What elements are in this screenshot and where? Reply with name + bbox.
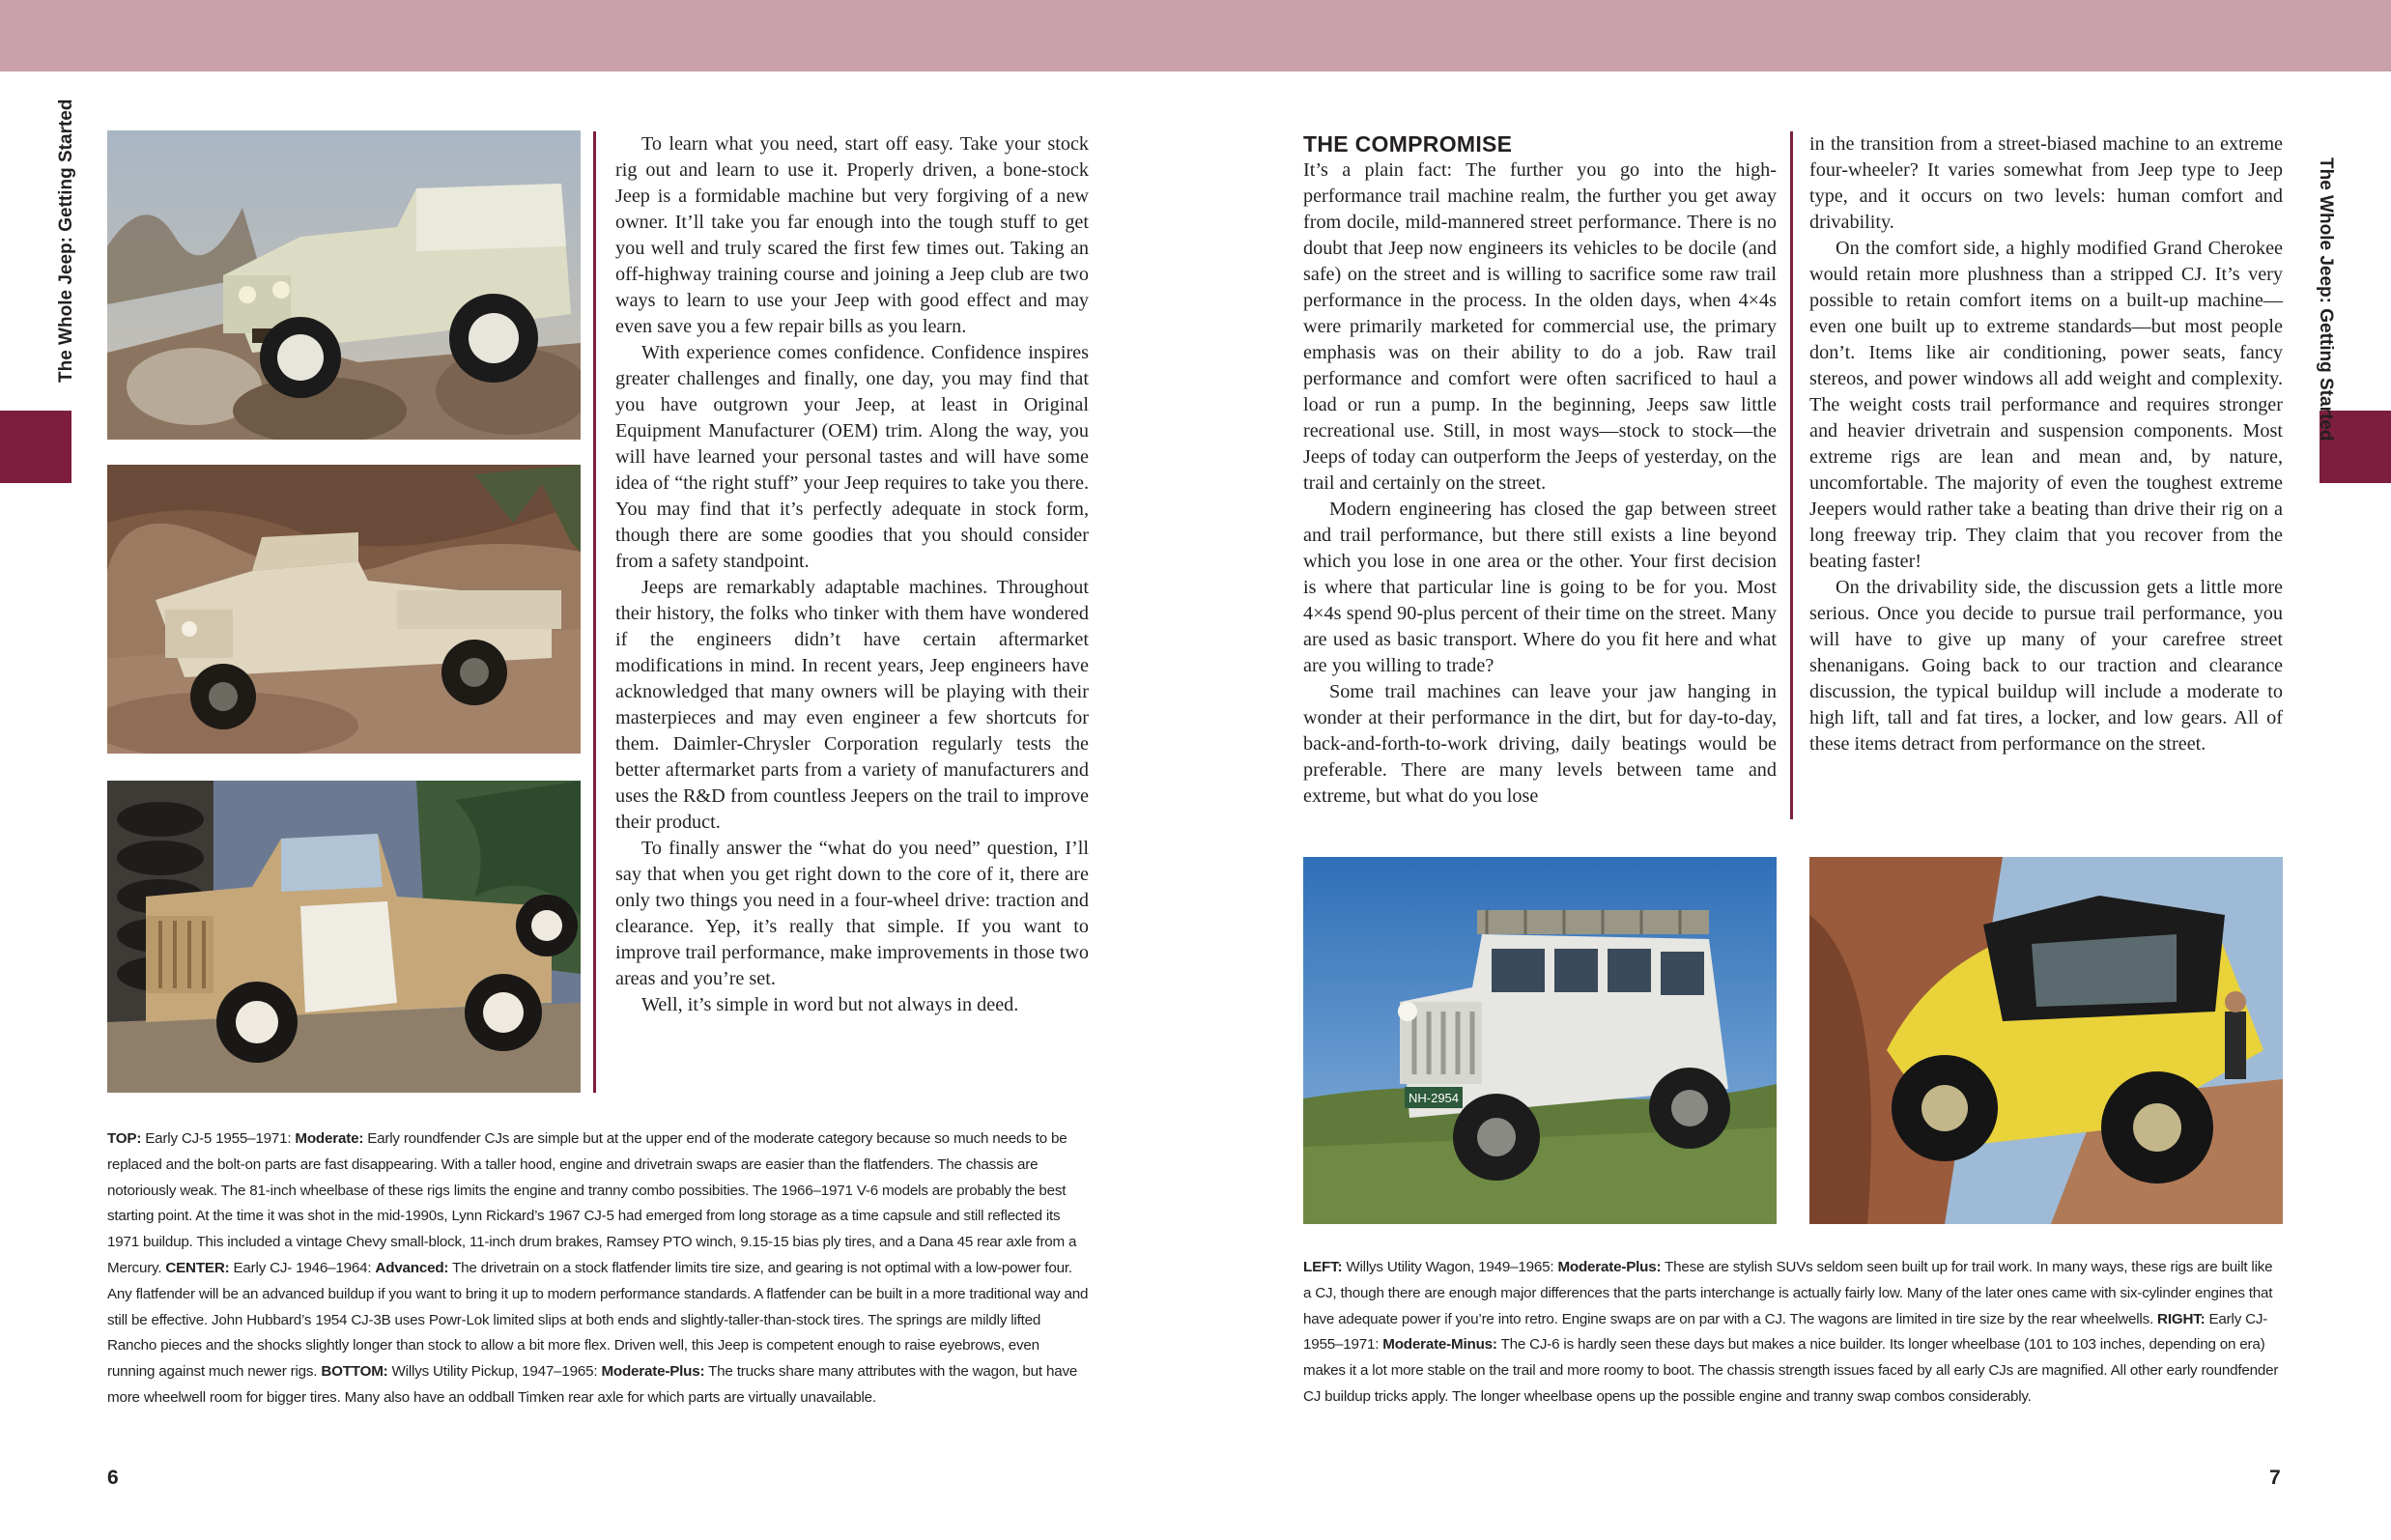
right-col2-paragraph: in the transition from a street-biased machine to an extreme four-wheeler? It varies somewhat from Jeep type to Jeep type, and it occurs on two levels: human comfort and drivability. — [1809, 133, 2283, 233]
photo-left-utility-wagon — [1303, 857, 1777, 1224]
caption-text: The CJ-6 is hardly seen these days but makes a nice builder. Its longer wheelbase (101 to 103 inches, depending on era) makes it a lot more stable on the trail and more roomy to boot. The chassis strength issues faced by all early CJs are magnified. All other early roundfender CJ buildup tricks apply. The longer wheelbase opens up the possible engine and tranny swap combos considerably. — [1303, 1336, 2279, 1405]
caption-label: CENTER: — [165, 1259, 230, 1276]
right-col1-paragraph: It’s a plain fact: The further you go into the high-performance trail machine realm, the further you get away from docile, mild-mannered street performance. There is no doubt that Jeep now engineers its vehicles to be docile (and safe) on the street and is willing to sacrifice some raw trail performance in the process. In the olden days, when 4×4s were primarily marketed for commercial use, the primary emphasis was on their ability to do a job. Raw trail performance and comfort were often sacrificed to haul a load or run a pump. In the beginning, Jeeps saw little recreational use. Still, in most ways—stock to stock—the Jeeps of today can outperform the Jeeps of yesterday, on the trail and certainly on the street. — [1303, 159, 1777, 494]
running-head-left: The Whole Jeep: Getting Started — [56, 99, 76, 383]
page-number-right: 7 — [2269, 1467, 2281, 1489]
right-column-rule — [1790, 131, 1793, 819]
right-page-column-1 — [1303, 131, 1777, 810]
caption-rating: Moderate-Minus: — [1382, 1336, 1497, 1354]
caption-model: Early CJ- 1955–1971: — [1303, 1310, 2268, 1354]
page-number-left: 6 — [107, 1467, 119, 1489]
caption-text: Early roundfender CJs are simple but at the upper end of the moderate category because so much needs to be replaced and the bolt-on parts are fast disappearing. With a taller hood, engine and drivetrain swaps are easier than the flatfenders. The chassis are notoriously weak. The 81-inch wheelbase of these rigs limits the engine and tranny combo possibities. The 1966–1971 V-6 models are probably the best starting point. At the time it was shot in the mid-1990s, Lynn Rickard’s 1967 CJ-5 had emerged from long storage as a time capsule and still reflected its 1971 buildup. This included a vintage Chevy small-block, 11-inch drum brakes, Ramsey PTO winch, 9.15-15 bias ply tires, and a Dana 45 rear axle from a Mercury. — [107, 1130, 1077, 1276]
right-col1-paragraph: Some trail machines can leave your jaw hanging in wonder at their performance in the dirt, but for day-to-day, back-and-forth-to-work driving, daily beatings would be preferable. There are many levels between tame and extreme, but what do you lose — [1303, 681, 1777, 807]
caption-text: The trucks share many attributes with the wagon, but have more wheelwell room for bigger tires. Many also have an oddball Timken rear axle for which parts are virtually unavailable. — [107, 1363, 1078, 1406]
caption-model: Willys Utility Pickup, 1947–1965: — [387, 1363, 602, 1381]
left-thumb-tab — [0, 411, 71, 483]
caption-text: These are stylish SUVs seldom seen built up for trail work. In many ways, these rigs are built like a CJ, though there are enough major differences that the parts interchange is actually fairly low. Many of the later ones came with six-cylinder engines that have adequate power if you’re into retro. Engine swaps are on par with a CJ. The wagons are limited in tire size by the rear wheelwells. — [1303, 1259, 2273, 1327]
right-page-column-2 — [1809, 131, 2283, 757]
left-col-paragraph: To finally answer the “what do you need” question, I’ll say that when you get right down to the core of it, there are only two things you need in a four-wheel drive: traction and clearance. Yep, it’s really that simple. If you want to improve trail performance, make improvements in those two areas and you’re set. — [615, 838, 1089, 989]
section-title: THE COMPROMISE — [1303, 131, 1513, 157]
photo-center-cj3b — [107, 465, 581, 754]
caption-rating: Moderate-Plus: — [1557, 1259, 1662, 1275]
right-col1-paragraph: Modern engineering has closed the gap between street and trail performance, but there still exists a line beyond which you lose in one area or the other. Your first decision is where that particular line is going to be for you. Most 4×4s spend 90-plus percent of their time on the street. Many are used as basic transport. Where do you fit here and what are you willing to trade? — [1303, 499, 1777, 676]
caption-model: Early CJ- 1946–1964: — [229, 1259, 376, 1276]
left-col-paragraph: Well, it’s simple in word but not always in deed. — [641, 994, 1019, 1015]
caption-text: The drivetrain on a stock flatfender limits tire size, and gearing is not optimal with a low-power four. Any flatfender will be an advanced buildup if you want to bring it up to modern performance standards. A flatfender can be built in a more traditional way and still be effective. John Hubbard’s 1954 CJ-3B uses Powr-Lok limited slips at both ends and slightly-taller-than-stock tires. The springs are mildly lifted Rancho pieces and the shocks slightly longer than stock to allow a bit more flex. Driven well, this Jeep is competent enough to raise eyebrows, even running against much newer rigs. — [107, 1259, 1089, 1381]
running-head-right: The Whole Jeep: Getting Started — [2316, 157, 2336, 442]
left-col-paragraph: With experience comes confidence. Confidence inspires greater challenges and finally, one day, you may find that you have outgrown your Jeep, at least in Original Equipment Manufacturer (OEM) trim. Along the way, you will have learned your personal tastes and will have some idea of “the right stuff” your Jeep requires to take you there. You may find that it’s perfectly adequate in stock form, though there are some goodies that you should consider from a safety standpoint. — [615, 342, 1089, 572]
caption-rating: Moderate: — [295, 1130, 364, 1147]
photo-top-cj5 — [107, 130, 581, 440]
left-column-rule — [593, 131, 596, 1093]
caption-label: LEFT: — [1303, 1259, 1343, 1275]
right-col2-paragraph: On the drivability side, the discussion gets a little more serious. Once you decide to pursue trail performance, you will have to give up many of your carefree street shenanigans. Going back to our traction and clearance discussion, the typical buildup will include a moderate to high lift, tall and fat tires, a locker, and low gears. All of these items detract from performance on the street. — [1809, 577, 2283, 755]
caption-rating: Advanced: — [375, 1259, 449, 1276]
top-color-band — [0, 0, 2391, 71]
license-plate: NH-2954 — [1408, 1091, 1460, 1105]
photo-bottom-pickup — [107, 781, 581, 1093]
caption-model: Early CJ-5 1955–1971: — [141, 1130, 296, 1147]
caption-rating: Moderate-Plus: — [601, 1363, 705, 1381]
right-photo-caption — [1303, 1255, 2283, 1411]
caption-label: RIGHT: — [2157, 1310, 2206, 1327]
caption-label: BOTTOM: — [321, 1363, 388, 1381]
left-col-paragraph: Jeeps are remarkably adaptable machines. Throughout their history, the folks who tinker with them have wondered if the engineers didn’t have certain aftermarket modifications in mind. In recent years, Jeep engineers have acknowledged that many owners will be playing with their masterpieces and may even engineer a few shortcuts for them. Daimler-Chrysler Corporation regularly tests the better aftermarket parts from a variety of manufacturers and uses the R&D from countless Jeepers on the trail to improve their product. — [615, 577, 1089, 833]
left-photo-caption — [107, 1126, 1089, 1412]
caption-model: Willys Utility Wagon, 1949–1965: — [1342, 1259, 1558, 1275]
photo-right-cj6 — [1809, 857, 2283, 1224]
caption-label: TOP: — [107, 1130, 142, 1147]
left-col-paragraph: To learn what you need, start off easy. Take your stock rig out and learn to use it. Properly driven, a bone-stock Jeep is a formidable machine but very forgiving of a new owner. It’ll take you far enough into the tough stuff to get you well and truly scared the first few times out. Taking an off-highway training course and joining a Jeep club are two ways to learn to use your Jeep with good effect and may even save you a few repair bills as you learn. — [615, 133, 1089, 337]
right-col2-paragraph: On the comfort side, a highly modified Grand Cherokee would retain more plushness than a stripped CJ. It’s very possible to retain comfort items on a built-up machine—even one built up to extreme standards—but most people don’t. Items like air conditioning, power seats, fancy stereos, and power windows all add weight and complexity. The weight costs trail performance and requires stronger and heavier drivetrain and suspension components. Most extreme rigs are lean and mean and, by nature, uncomfortable. The majority of even the toughest extreme Jeepers would rather take a beating than drive their rig on a long freeway trip. They claim that you recover from the beating faster! — [1809, 238, 2283, 572]
left-page-column — [615, 131, 1089, 1018]
